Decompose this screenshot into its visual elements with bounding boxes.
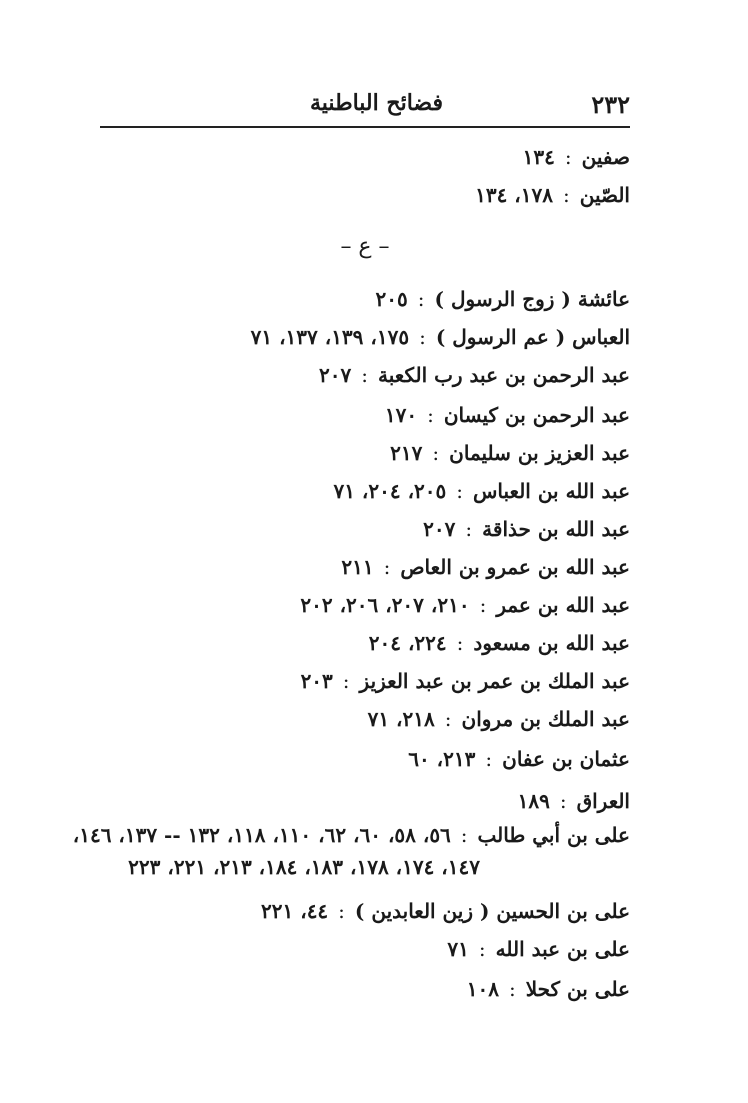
- entry-separator: :: [427, 403, 434, 427]
- entry-page-refs: ١٧٠: [384, 403, 418, 427]
- entry-term: عبد الله بن عمرو بن العاص: [400, 555, 630, 579]
- index-entry: [390, 440, 630, 466]
- index-entry: [73, 822, 630, 848]
- index-entry: [300, 592, 630, 618]
- index-entry: [423, 516, 630, 542]
- index-entry: [301, 668, 630, 694]
- header-rule: [100, 126, 630, 128]
- entry-separator: :: [508, 977, 516, 1001]
- index-entry: [408, 746, 630, 772]
- entry-term: على بن أبي طالب: [477, 823, 630, 847]
- entry-page-refs: ٢٠٧: [423, 517, 456, 541]
- entry-page-refs: ٢٠٥: [375, 287, 408, 311]
- entry-page-refs: ١٤٧، ١٧٤، ١٧٨، ١٨٣، ١٨٤، ٢١٣، ٢٢١، ٢٢٣: [128, 855, 480, 879]
- index-entry: [523, 144, 630, 170]
- entry-page-refs: ٢٠٧: [319, 363, 352, 387]
- entry-separator: :: [456, 479, 464, 503]
- entry-page-refs: ٢١٣، ٦٠: [408, 747, 476, 771]
- entry-page-refs: ٢٢٤، ٢٠٤: [368, 631, 447, 655]
- index-entry: [341, 554, 630, 580]
- entry-separator: :: [342, 669, 350, 693]
- entry-separator: :: [478, 937, 486, 961]
- entry-page-refs: ٥٦، ٥٨، ٦٠، ٦٢، ١١٠، ١١٨، ١٣٢ -- ١٣٧، ١٤٦،: [72, 823, 451, 847]
- entry-term: على بن الحسين ( زين العابدين ): [354, 899, 630, 923]
- index-entry: [475, 182, 630, 208]
- entry-term: عبد الرحمن بن عبد رب الكعبة: [378, 363, 630, 387]
- entry-separator: :: [460, 823, 468, 847]
- entry-term: عبد الرحمن بن كيسان: [443, 403, 630, 427]
- index-entry: [261, 898, 630, 924]
- entry-page-refs: ١٧٨، ١٣٤: [475, 183, 553, 207]
- entry-term: صفين: [581, 145, 630, 169]
- entry-separator: :: [383, 555, 391, 579]
- index-entry: [368, 706, 630, 732]
- entry-term: عبد الملك بن مروان: [461, 707, 630, 731]
- entry-page-refs: ٤٤، ٢٢١: [261, 899, 329, 923]
- entry-separator: :: [444, 707, 452, 731]
- page-number: ٢٣٢: [591, 90, 630, 119]
- entry-term: عائشة ( زوج الرسول ): [434, 287, 630, 311]
- entry-separator: :: [338, 899, 345, 923]
- entry-page-refs: ١٣٤: [522, 145, 555, 169]
- running-title: فضائح الباطنية: [310, 90, 444, 116]
- entry-term: عبد العزيز بن سليمان: [449, 441, 630, 465]
- index-entry: [319, 362, 630, 388]
- entry-term: عبد الله بن عمر: [496, 593, 630, 617]
- entry-separator: :: [432, 441, 440, 465]
- entry-separator: :: [465, 517, 473, 541]
- page-header: [100, 84, 630, 124]
- index-entry: [333, 478, 630, 504]
- index-entry: [251, 324, 630, 350]
- entry-term: على بن عبد الله: [495, 937, 630, 961]
- entry-separator: :: [456, 631, 464, 655]
- entry-separator: :: [419, 325, 426, 349]
- entry-separator: :: [485, 747, 493, 771]
- entry-separator: :: [361, 363, 369, 387]
- entry-term: العباس ( عم الرسول ): [435, 325, 630, 349]
- index-entry: [447, 936, 630, 962]
- entry-page-refs: ١٧٥، ١٣٩، ١٣٧، ٧١: [250, 325, 410, 349]
- entry-term: عبد الله بن العباس: [473, 479, 630, 503]
- entry-term: عبد الله بن حذاقة: [482, 517, 630, 541]
- entry-term: عبد الله بن مسعود: [473, 631, 630, 655]
- entry-page-refs: ٢١٠، ٢٠٧، ٢٠٦، ٢٠٢: [300, 593, 470, 617]
- entry-separator: :: [559, 789, 567, 813]
- entry-page-refs: ٢١٨، ٧١: [367, 707, 435, 731]
- index-entry: [467, 976, 630, 1002]
- entry-term: العراق: [576, 789, 630, 813]
- entry-separator: :: [479, 593, 487, 617]
- entry-term: على بن كحلا: [525, 977, 630, 1001]
- entry-page-refs: ٧١: [447, 937, 469, 961]
- entry-page-refs: ٢١٧: [390, 441, 423, 465]
- section-letter-heading: – ع –: [340, 234, 390, 259]
- entry-separator: :: [562, 183, 570, 207]
- index-entry: [518, 788, 630, 814]
- entry-page-refs: ١٠٨: [466, 977, 499, 1001]
- entry-separator: :: [564, 145, 572, 169]
- entry-term: عبد الملك بن عمر بن عبد العزيز: [359, 669, 630, 693]
- entry-page-refs: ٢١١: [341, 555, 374, 579]
- index-entry-continuation: [128, 854, 480, 880]
- entry-term: عثمان بن عفان: [502, 747, 630, 771]
- entry-page-refs: ٢٠٥، ٢٠٤، ٧١: [333, 479, 447, 503]
- entry-page-refs: ٢٠٣: [300, 669, 333, 693]
- index-entry: [385, 402, 630, 428]
- index-entry: [376, 286, 630, 312]
- entry-separator: :: [417, 287, 425, 311]
- entry-page-refs: ١٨٩: [517, 789, 550, 813]
- entry-term: الصّين: [579, 183, 630, 207]
- index-entry: [369, 630, 630, 656]
